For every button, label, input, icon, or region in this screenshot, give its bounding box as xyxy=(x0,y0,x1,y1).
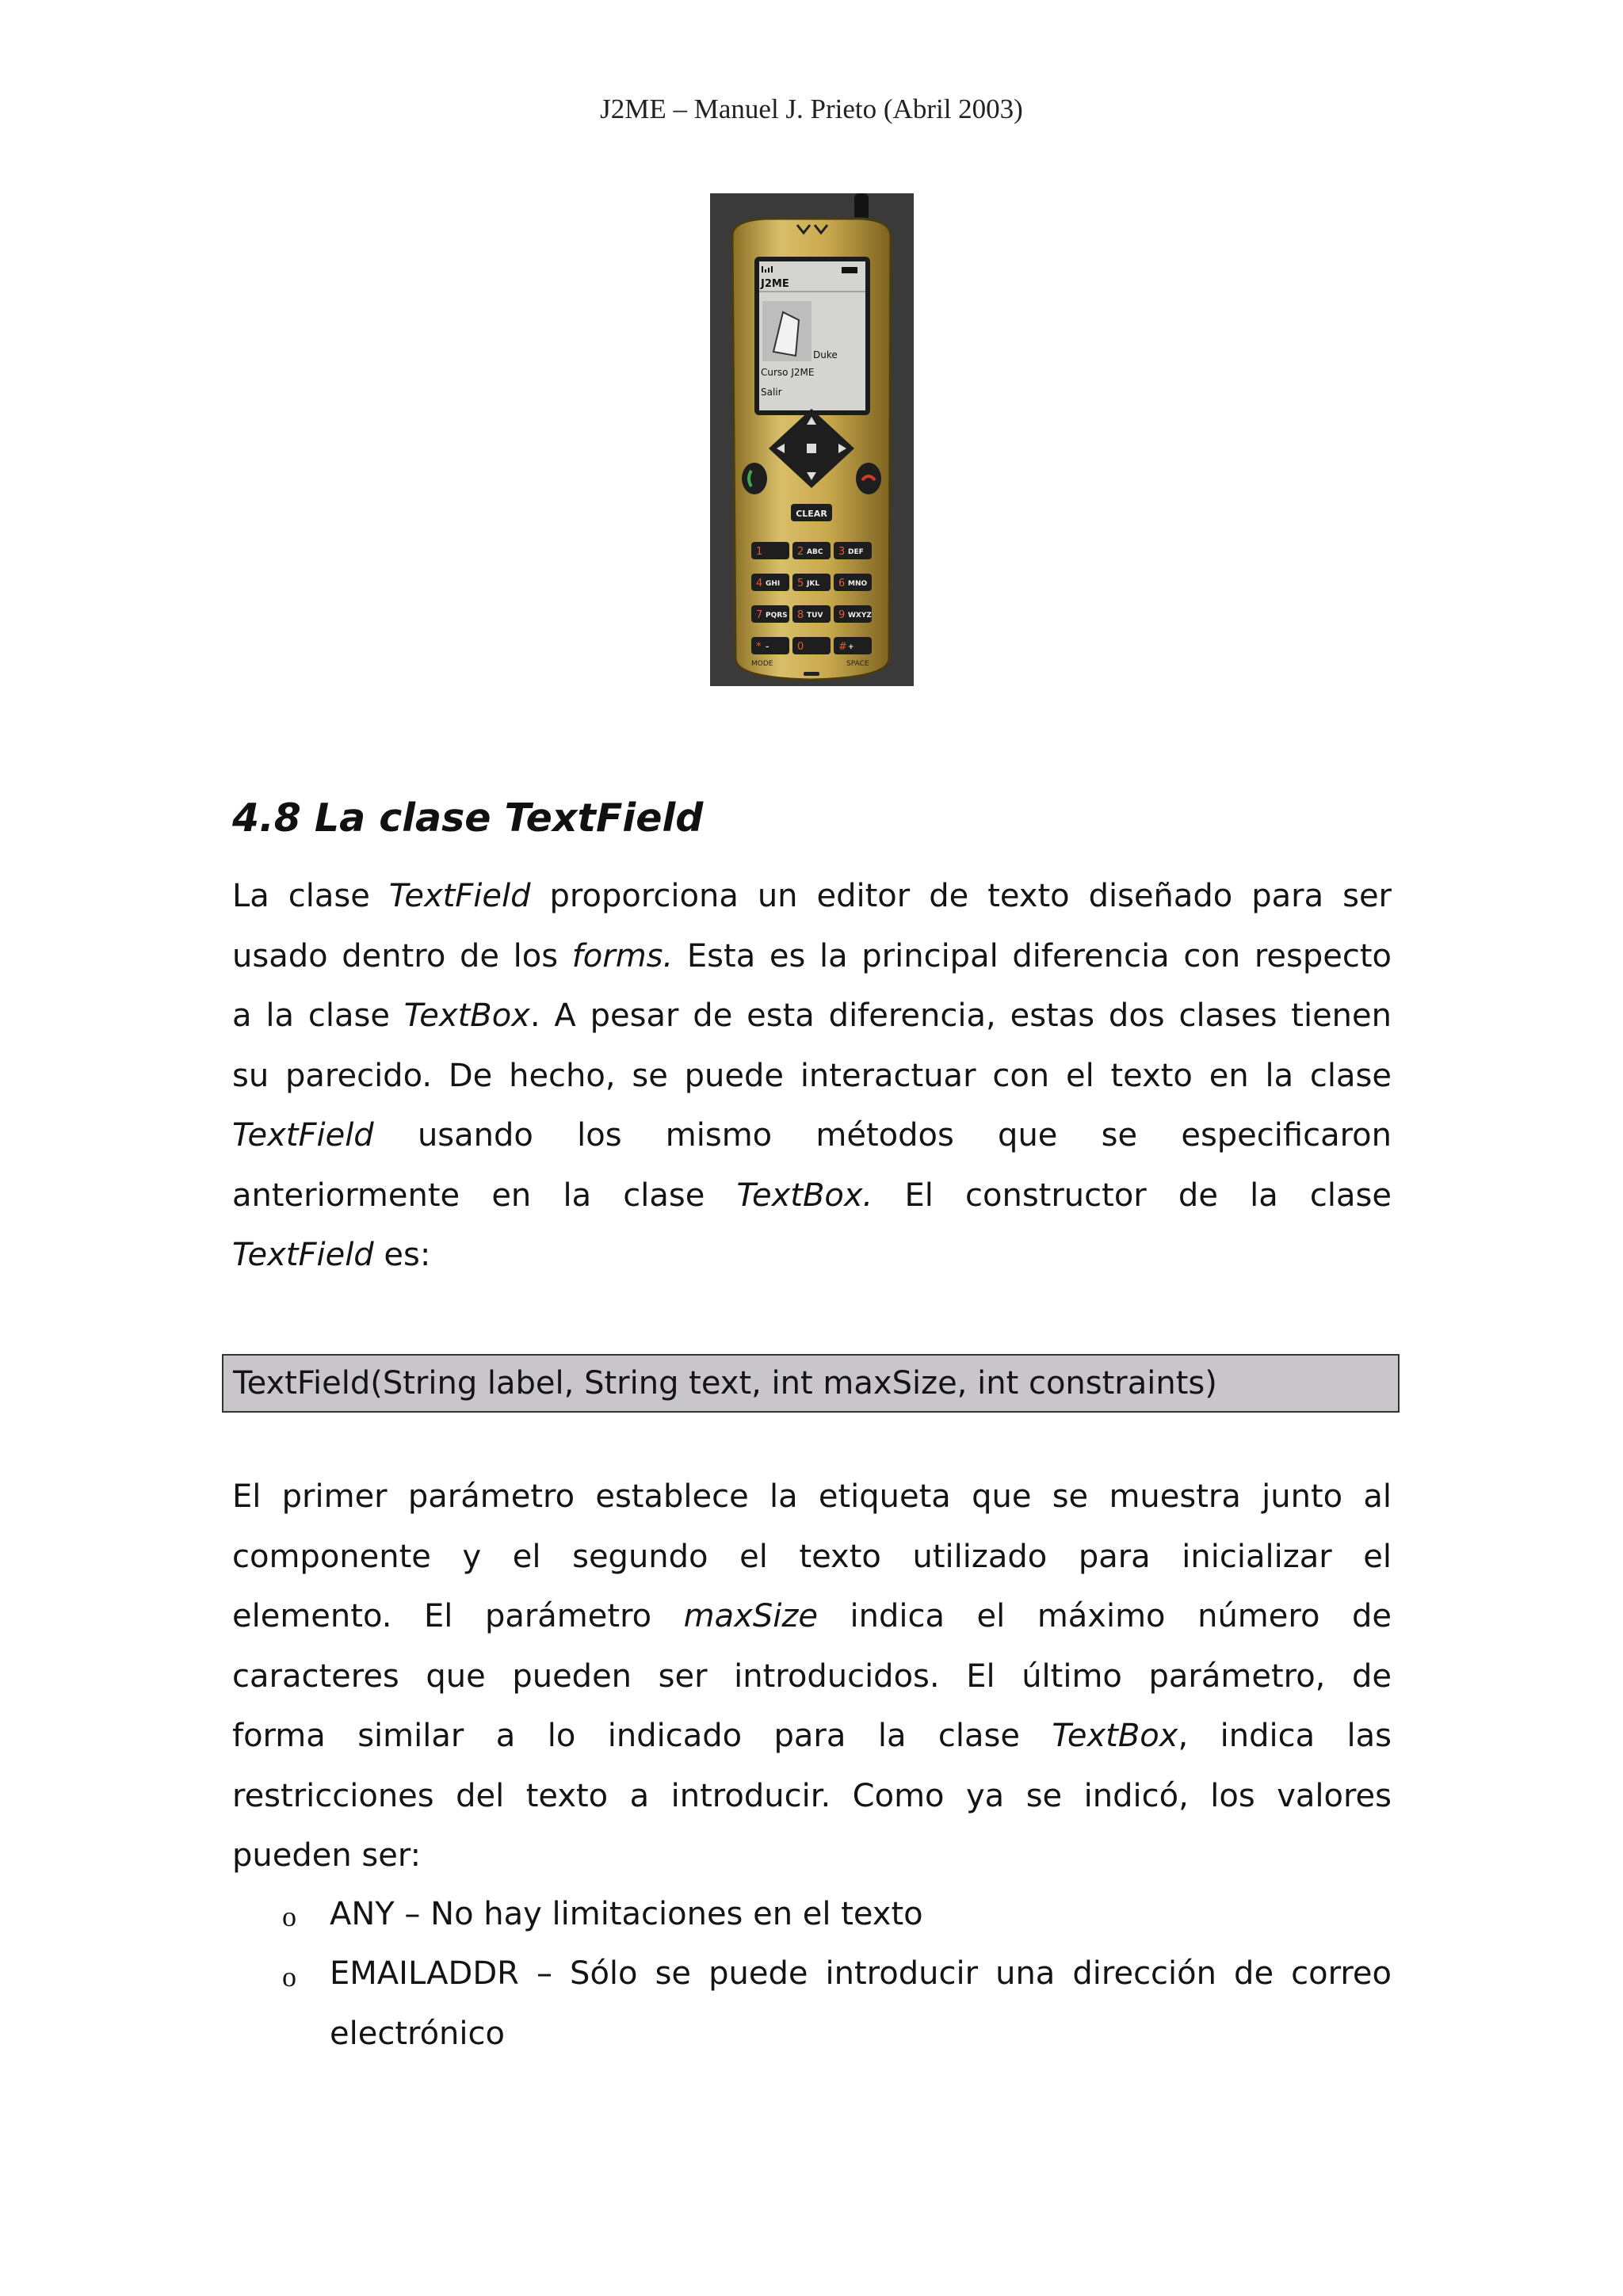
text-line xyxy=(232,1707,1392,1767)
text-span: usado dentro de los xyxy=(232,937,572,974)
text-span: forma similar a lo indicado para la clase xyxy=(232,1718,1052,1754)
italic-term: TextBox xyxy=(403,997,530,1034)
text-span: El constructor de la clase xyxy=(873,1177,1392,1214)
key-digit: # xyxy=(838,641,847,653)
key-letters: ABC xyxy=(807,548,823,556)
key-digit: 2 xyxy=(797,546,804,558)
bullet-any xyxy=(330,1885,1392,1945)
text-span: restricciones del texto a introducir. Como ya se indicó, los valores xyxy=(232,1777,1392,1814)
italic-term: TextField xyxy=(232,1117,374,1154)
key-digit: * xyxy=(756,641,762,653)
key-letters: JKL xyxy=(807,580,820,588)
screen-title: J2ME xyxy=(761,278,789,290)
microphone-slot xyxy=(804,672,819,676)
page-header: J2ME – Manuel J. Prieto (Abril 2003) xyxy=(600,93,1023,124)
key-letters: TUV xyxy=(807,612,823,620)
end-call-button xyxy=(856,463,881,494)
text-span: proporciona un editor de texto diseñado para ser xyxy=(530,878,1392,914)
text-span: es: xyxy=(373,1237,431,1273)
italic-term: TextField xyxy=(388,878,531,914)
text-span: El primer parámetro establece la etiqueta que se muestra junto al xyxy=(232,1478,1392,1515)
phone-illustration xyxy=(710,193,914,686)
text-span: su parecido. De hecho, se puede interactuar con el texto en la clase xyxy=(232,1057,1392,1094)
key-digit: 3 xyxy=(838,546,846,558)
italic-term: maxSize xyxy=(683,1598,818,1634)
key-digit: 5 xyxy=(797,578,804,589)
clear-key-label: CLEAR xyxy=(796,509,827,519)
bullet-marker: o xyxy=(282,1961,296,1993)
space-label: SPACE xyxy=(846,660,869,668)
mode-label: MODE xyxy=(751,660,773,668)
key-digit: 9 xyxy=(838,609,846,621)
constructor-code-box: TextField(String label, String text, int maxSize, int constraints) xyxy=(222,1354,1400,1413)
text-span: elemento. El parámetro xyxy=(232,1598,684,1634)
battery-icon xyxy=(842,267,857,273)
key-letters: GHI xyxy=(766,580,781,588)
key-digit: 8 xyxy=(797,609,804,621)
text-span: pueden ser: xyxy=(232,1837,422,1874)
text-span: usando los mismo métodos que se especificaron xyxy=(373,1117,1392,1154)
nav-select-icon xyxy=(807,444,816,453)
section-heading: 4.8 La clase TextField xyxy=(232,795,704,841)
text-span: a la clase xyxy=(232,997,404,1034)
text-line xyxy=(232,867,1392,927)
key-digit: 0 xyxy=(797,641,804,653)
key-letters: PQRS xyxy=(766,612,788,620)
key-digit: 6 xyxy=(838,578,846,589)
bullet-line: EMAILADDR – Sólo se puede introducir una dirección de correo xyxy=(330,1955,1392,1992)
text-span: indica el máximo número de xyxy=(817,1598,1392,1634)
key-letters: + xyxy=(848,643,854,651)
menu-item-curso: Curso J2ME xyxy=(761,367,815,378)
bullet-line: electrónico xyxy=(330,2015,505,2052)
paragraph-intro xyxy=(232,867,1392,1286)
text-line xyxy=(232,1826,1392,1886)
bullet-emailaddr xyxy=(330,1944,1392,2064)
bullet-marker: o xyxy=(282,1901,296,1932)
text-line xyxy=(232,1467,1392,1527)
key-letters: WXYZ xyxy=(848,612,872,620)
italic-term: TextField xyxy=(232,1237,374,1273)
text-line xyxy=(232,1047,1392,1107)
text-line xyxy=(232,1226,1392,1286)
menu-item-salir: Salir xyxy=(761,387,782,398)
text-span: componente y el segundo el texto utilizado para inicializar el xyxy=(232,1538,1392,1575)
paragraph-parameters xyxy=(232,1467,1392,1886)
text-line xyxy=(232,1767,1392,1827)
bullet-line: ANY – No hay limitaciones en el texto xyxy=(330,1896,923,1932)
key-digit: 1 xyxy=(756,546,763,558)
key-letters: – xyxy=(766,643,769,651)
text-line xyxy=(232,1527,1392,1588)
text-span: La clase xyxy=(232,878,389,914)
text-span: , indica las xyxy=(1178,1718,1392,1754)
key-digit: 7 xyxy=(756,609,763,621)
duke-caption: Duke xyxy=(813,349,838,360)
text-line xyxy=(232,1647,1392,1707)
text-line xyxy=(232,1106,1392,1166)
key-letters: MNO xyxy=(848,580,868,588)
text-span: . A pesar de esta diferencia, estas dos clases tienen xyxy=(529,997,1392,1034)
italic-term: forms. xyxy=(571,937,674,974)
text-line xyxy=(232,1587,1392,1647)
call-button xyxy=(742,463,767,494)
key-digit: 4 xyxy=(756,578,763,589)
italic-term: TextBox xyxy=(1052,1718,1178,1754)
phone-emulator-image xyxy=(710,193,914,686)
text-line xyxy=(232,1166,1392,1226)
text-line xyxy=(232,986,1392,1047)
key-letters: DEF xyxy=(848,548,864,556)
text-span: anteriormente en la clase xyxy=(232,1177,737,1214)
text-span: caracteres que pueden ser introducidos. El último parámetro, de xyxy=(232,1657,1392,1695)
text-line xyxy=(232,927,1392,987)
italic-term: TextBox. xyxy=(736,1177,873,1214)
text-span: Esta es la principal diferencia con respecto xyxy=(673,937,1392,974)
